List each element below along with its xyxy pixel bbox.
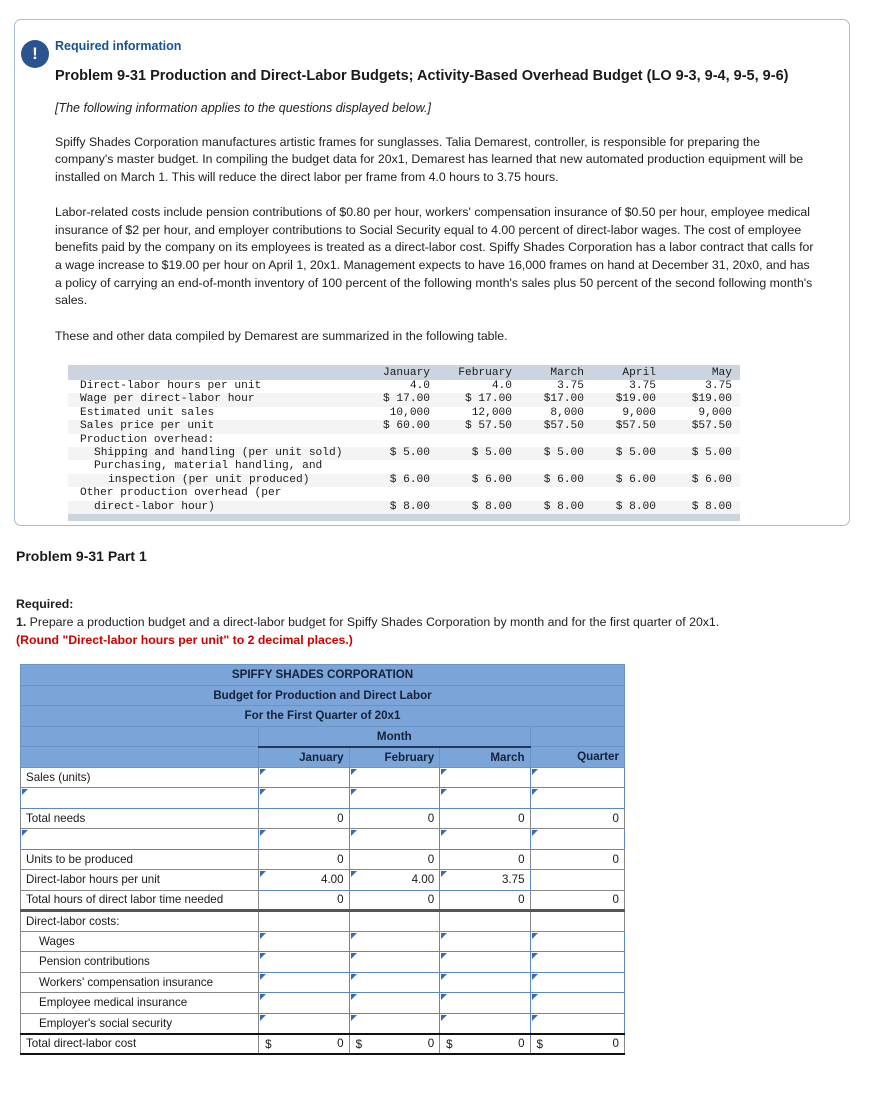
budget-col-january: January [259,747,350,768]
budget-row-label: Pension contributions [21,952,259,973]
summary-cell: 8,000 [520,407,592,420]
budget-row [21,849,625,870]
budget-value-cell: 0 [440,808,530,829]
summary-row-label: Other production overhead (per [68,487,358,500]
budget-row [21,1034,625,1055]
summary-row-label: Production overhead: [68,434,358,447]
paragraph-3: These and other data compiled by Demarest are summarized in the following table. [55,328,508,343]
paragraph-2: Labor-related costs include pension contributions of $0.80 per hour, workers' compensation insurance of $0.50 per hour, employee medical insurance of $2 per hour, and employer contributions to Social Security equal to 4.00 percent of direct-labor wages. The cost of employee benefits paid by the company on its employees is treated as a direct-labor cost. Spiffy Shades Corporation has a labor contract that calls for a wage increase to $19.00 per hour on April 1, 20x1. Management expects to have 16,000 frames on hand at December 31, 20x0, and has a policy of carrying an end-of-month inventory of 100 percent of the following month's sales plus 50 percent of the second following month's sales. [55,205,814,308]
summary-cell [358,434,438,447]
budget-col-march: March [440,747,530,768]
budget-row-label: Employee medical insurance [21,993,259,1014]
summary-cell: $ 60.00 [358,420,438,433]
summary-cell [438,487,520,500]
summary-col-january: January [358,365,438,380]
part-title: Problem 9-31 Part 1 [16,548,147,564]
currency-symbol: $ [536,1037,543,1051]
summary-table-row [68,393,740,406]
budget-input-cell[interactable] [440,767,530,788]
budget-value-cell: 0 [530,890,624,911]
summary-cell: $ 5.00 [438,447,520,460]
budget-row-label[interactable] [21,788,259,809]
budget-row-label: Total direct-labor cost [21,1034,259,1055]
summary-cell: $17.00 [520,393,592,406]
budget-value-cell [349,1034,440,1055]
required-item-number: 1. [16,614,27,629]
summary-cell: $ 6.00 [520,474,592,487]
summary-cell [358,460,438,473]
budget-row-label: Total needs [21,808,259,829]
budget-input-cell[interactable] [349,788,440,809]
budget-cell-value: 0 [518,1037,525,1051]
summary-cell: $ 5.00 [592,447,664,460]
summary-col-april: April [592,365,664,380]
budget-row [21,808,625,829]
budget-row-label: Wages [21,931,259,952]
budget-input-cell[interactable] [530,972,624,993]
budget-input-cell[interactable] [440,1013,530,1034]
budget-value-cell: 0 [349,849,440,870]
exclamation-icon [21,40,49,68]
budget-row [21,829,625,850]
summary-table-footer-band [68,514,740,521]
budget-input-cell[interactable] [259,1013,350,1034]
required-item-line [16,614,856,632]
summary-cell: $ 5.00 [664,447,740,460]
budget-row [21,1013,625,1034]
budget-input-cell[interactable] [440,993,530,1014]
budget-spreadsheet [20,664,625,1055]
required-information-card [14,19,850,526]
budget-col-blank [21,747,259,768]
summary-row-label: Wage per direct-labor hour [68,393,358,406]
budget-row-label: Sales (units) [21,767,259,788]
budget-value-cell: 0 [530,849,624,870]
summary-cell: $ 17.00 [438,393,520,406]
summary-cell: 3.75 [592,380,664,393]
budget-row [21,931,625,952]
budget-row-label: Workers' compensation insurance [21,972,259,993]
summary-cell: $19.00 [592,393,664,406]
budget-col-february: February [349,747,440,768]
summary-cell [592,487,664,500]
summary-table-body [68,380,740,514]
summary-cell: $ 8.00 [592,501,664,514]
budget-title-row-3 [21,706,625,727]
budget-row [21,890,625,911]
summary-cell: $ 6.00 [592,474,664,487]
budget-input-cell[interactable] [530,1013,624,1034]
budget-input-cell[interactable] [530,931,624,952]
budget-body [21,665,625,768]
summary-header-row [68,365,740,380]
summary-cell: 4.0 [358,380,438,393]
budget-title-row-1 [21,665,625,686]
summary-table-row [68,474,740,487]
budget-value-cell [259,911,350,932]
budget-input-cell[interactable] [349,952,440,973]
budget-row-label: Units to be produced [21,849,259,870]
budget-value-cell: 0 [530,808,624,829]
budget-value-cell [530,1034,624,1055]
budget-title-3: For the First Quarter of 20x1 [21,706,625,727]
summary-cell: 3.75 [520,380,592,393]
budget-value-cell [440,1034,530,1055]
summary-table-row [68,407,740,420]
budget-title-1: SPIFFY SHADES CORPORATION [21,665,625,686]
summary-cell: $ 6.00 [358,474,438,487]
round-note: (Round "Direct-labor hours per unit" to 2 decimal places.) [16,632,353,647]
summary-cell [592,434,664,447]
budget-value-cell [530,911,624,932]
budget-input-cell[interactable] [259,767,350,788]
budget-value-cell: 0 [349,808,440,829]
budget-input-cell[interactable] [440,972,530,993]
card-content [55,39,817,361]
budget-value-cell: 0 [259,808,350,829]
budget-input-cell[interactable] [259,993,350,1014]
summary-cell [358,487,438,500]
summary-cell: $ 6.00 [664,474,740,487]
summary-table-row [68,447,740,460]
summary-cell [520,460,592,473]
summary-table-row [68,501,740,514]
summary-cell: 3.75 [664,380,740,393]
summary-cell [438,460,520,473]
budget-value-cell [259,1034,350,1055]
currency-symbol: $ [355,1037,363,1051]
currency-symbol: $ [446,1037,453,1051]
budget-input-cell[interactable] [530,993,624,1014]
budget-row [21,788,625,809]
budget-input-cell[interactable]: 4.00 [349,870,440,891]
budget-input-cell[interactable]: 3.75 [440,870,530,891]
summary-cell: $ 6.00 [438,474,520,487]
summary-row-label: Direct-labor hours per unit [68,380,358,393]
budget-input-cell[interactable] [530,767,624,788]
summary-cell: 9,000 [664,407,740,420]
budget-cell-value: 0 [337,1037,344,1051]
summary-row-label: Estimated unit sales [68,407,358,420]
budget-cell-value: 0 [612,1037,619,1051]
budget-row [21,767,625,788]
summary-cell [520,487,592,500]
budget-value-cell: 0 [349,890,440,911]
summary-cell: 10,000 [358,407,438,420]
budget-value-cell: 0 [440,890,530,911]
summary-table-row [68,380,740,393]
budget-value-cell: 0 [440,849,530,870]
summary-cell: $ 8.00 [664,501,740,514]
budget-input-cell[interactable] [259,972,350,993]
summary-cell: $ 8.00 [438,501,520,514]
summary-data-table-wrapper [68,365,740,521]
summary-cell: $57.50 [520,420,592,433]
budget-row [21,870,625,891]
problem-title: Problem 9-31 Production and Direct-Labor Budgets; Activity-Based Overhead Budget (LO 9-3, 9-4, 9-5, 9-6) [55,68,789,84]
summary-cell [664,434,740,447]
budget-value-cell [349,911,440,932]
required-label: Required: [16,597,74,611]
budget-row [21,993,625,1014]
summary-cell: $ 5.00 [520,447,592,460]
budget-col-quarter: Quarter [530,747,624,768]
summary-row-label: Shipping and handling (per unit sold) [68,447,358,460]
budget-group-blank-right [530,726,624,747]
budget-row [21,972,625,993]
summary-table-row [68,420,740,433]
budget-input-cell[interactable] [440,829,530,850]
budget-title-2: Budget for Production and Direct Labor [21,685,625,706]
budget-input-cell[interactable] [349,829,440,850]
budget-input-cell[interactable] [440,931,530,952]
budget-row-label: Direct-labor costs: [21,911,259,932]
budget-row [21,952,625,973]
budget-input-cell[interactable] [440,788,530,809]
summary-table-row [68,487,740,500]
summary-table-row [68,434,740,447]
summary-cell [438,434,520,447]
budget-value-cell [530,870,624,891]
summary-cell: 12,000 [438,407,520,420]
budget-data-rows [21,767,625,1054]
budget-row-label[interactable] [21,829,259,850]
budget-row [21,911,625,932]
budget-input-cell[interactable] [530,788,624,809]
summary-table-head [68,365,740,380]
budget-input-cell[interactable] [349,1013,440,1034]
budget-input-cell[interactable] [349,993,440,1014]
budget-row-label: Direct-labor hours per unit [21,870,259,891]
budget-input-cell[interactable] [259,829,350,850]
required-block [16,596,856,649]
budget-input-cell[interactable] [349,972,440,993]
budget-cell-value: 0 [427,1037,435,1051]
summary-cell: $ 8.00 [520,501,592,514]
budget-month-group-label: Month [259,726,530,747]
budget-group-blank-left [21,726,259,747]
summary-col-february: February [438,365,520,380]
summary-row-label: Purchasing, material handling, and [68,460,358,473]
summary-table-row [68,460,740,473]
budget-input-cell[interactable] [349,767,440,788]
budget-input-cell[interactable]: 4.00 [259,870,350,891]
summary-row-label: direct-labor hour) [68,501,358,514]
required-information-label: Required information [55,39,182,53]
summary-cell: 4.0 [438,380,520,393]
summary-cell [520,434,592,447]
currency-symbol: $ [265,1037,272,1051]
budget-input-cell[interactable] [530,829,624,850]
summary-col-march: March [520,365,592,380]
summary-cell: $ 17.00 [358,393,438,406]
budget-month-group-row [21,726,625,747]
budget-input-cell[interactable] [259,931,350,952]
summary-cell: $ 8.00 [358,501,438,514]
summary-cell: 9,000 [592,407,664,420]
summary-col-blank [68,365,358,380]
budget-column-header-row [21,747,625,768]
budget-value-cell [440,911,530,932]
budget-input-cell[interactable] [259,788,350,809]
budget-row-label: Employer's social security [21,1013,259,1034]
summary-row-label: inspection (per unit produced) [68,474,358,487]
applies-note: [The following information applies to the questions displayed below.] [55,100,431,115]
summary-cell: $19.00 [664,393,740,406]
summary-row-label: Sales price per unit [68,420,358,433]
summary-cell: $57.50 [592,420,664,433]
budget-input-cell[interactable] [349,931,440,952]
budget-row-label: Total hours of direct labor time needed [21,890,259,911]
budget-value-cell: 0 [259,849,350,870]
summary-cell: $57.50 [664,420,740,433]
summary-cell: $ 5.00 [358,447,438,460]
budget-input-cell[interactable] [259,952,350,973]
paragraph-1: Spiffy Shades Corporation manufactures artistic frames for sunglasses. Talia Demarest, controller, is responsible for preparing the company's master budget. In compiling the budget data for 20x1, Demarest has learned that new automated production equipment will be installed on March 1. This will reduce the direct labor per frame from 4.0 hours to 3.75 hours. [55,134,804,184]
budget-input-cell[interactable] [530,952,624,973]
summary-cell [664,487,740,500]
summary-data-table [68,365,740,514]
summary-cell [592,460,664,473]
required-item-text: Prepare a production budget and a direct-labor budget for Spiffy Shades Corporation by month and for the first quarter of 20x1. [26,614,720,629]
summary-cell: $ 57.50 [438,420,520,433]
budget-title-row-2 [21,685,625,706]
summary-col-may: May [664,365,740,380]
budget-value-cell: 0 [259,890,350,911]
summary-cell [664,460,740,473]
budget-input-cell[interactable] [440,952,530,973]
